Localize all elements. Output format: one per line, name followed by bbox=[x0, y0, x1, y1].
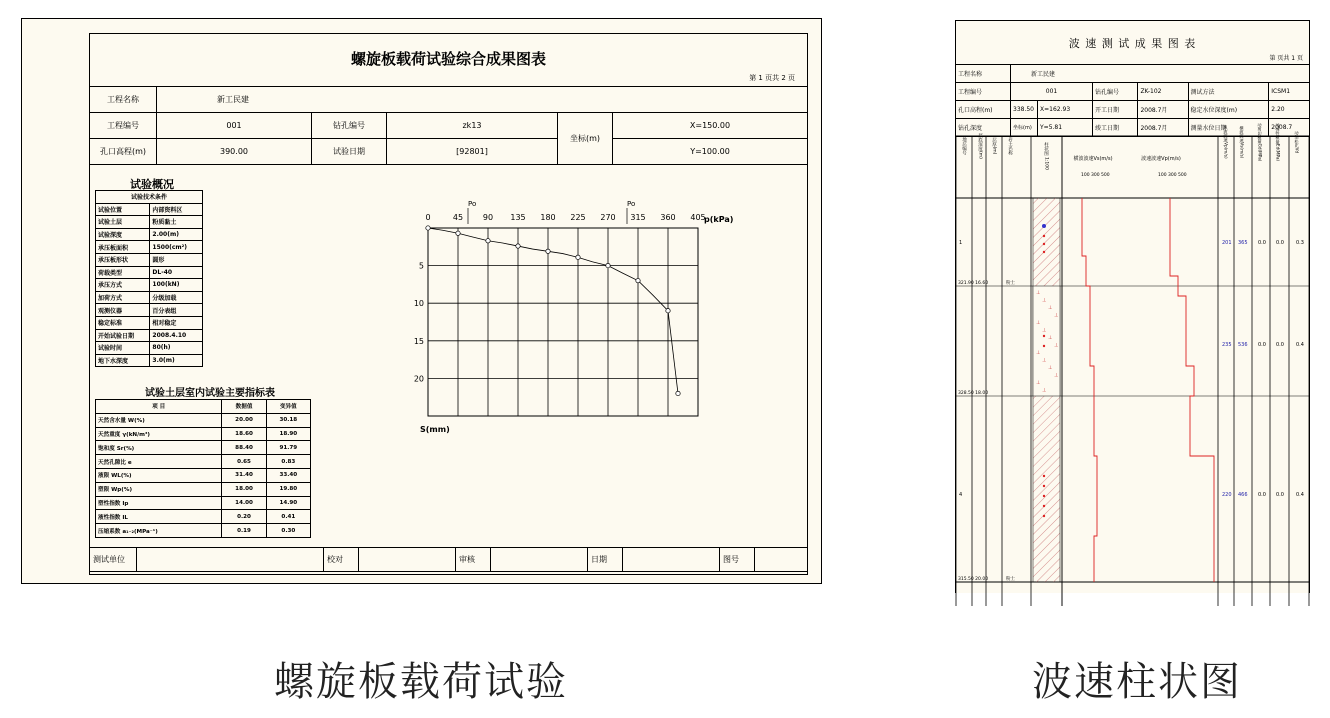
x-tick-label: 315 bbox=[630, 213, 646, 222]
rv-value-method: ICSM1 bbox=[1269, 83, 1310, 101]
sand-symbol: ⊥ bbox=[1048, 365, 1053, 371]
overview-row bbox=[96, 342, 203, 355]
page-info: 第 1 页共 2 页 bbox=[749, 74, 795, 82]
overview-row bbox=[96, 279, 203, 292]
lab-label: 天然重度 γ(kN/m³) bbox=[96, 427, 222, 441]
rv-label-bore: 钻孔编号 bbox=[1093, 83, 1138, 101]
lab-row bbox=[96, 413, 311, 427]
data-point bbox=[606, 263, 610, 267]
lab-value: 18.90 bbox=[266, 427, 310, 441]
data-point bbox=[486, 239, 490, 243]
arrow-mark bbox=[1043, 505, 1045, 507]
lab-value: 20.00 bbox=[222, 413, 266, 427]
lab-label: 塑性指数 Ip bbox=[96, 496, 222, 510]
overview-label: 试验时间 bbox=[96, 342, 150, 355]
vp-scale: 100 300 500 bbox=[1158, 173, 1187, 178]
overview-value: 80(h) bbox=[150, 342, 203, 355]
lab-row bbox=[96, 455, 311, 469]
overview-row bbox=[96, 266, 203, 279]
overview-value: 3.0(m) bbox=[150, 354, 203, 367]
layer-ed: 0.0 bbox=[1276, 492, 1284, 498]
wave-velocity-sheet bbox=[955, 20, 1310, 593]
overview-row bbox=[96, 253, 203, 266]
lab-label: 天然孔隙比 e bbox=[96, 455, 222, 469]
x-tick-label: 405 bbox=[690, 213, 706, 222]
sand-symbol: ⊥ bbox=[1048, 335, 1053, 341]
layer-vd: 0.4 bbox=[1296, 342, 1304, 348]
layer-gd: 0.0 bbox=[1258, 342, 1266, 348]
lab-label: 液限 WL(%) bbox=[96, 468, 222, 482]
rv-value-water-date: 2008.7 bbox=[1269, 119, 1310, 137]
footer-check: 校对 bbox=[324, 548, 359, 572]
lab-label: 天然含水量 W(%) bbox=[96, 413, 222, 427]
overview-row bbox=[96, 203, 203, 216]
lab-value: 14.00 bbox=[222, 496, 266, 510]
sand-symbol: ⊥ bbox=[1036, 290, 1041, 296]
lab-value: 0.19 bbox=[222, 524, 266, 538]
arrow-mark bbox=[1043, 475, 1045, 477]
lab-title: 试验土层室内试验主要指标表 bbox=[145, 388, 275, 399]
arrow-mark bbox=[1043, 235, 1045, 237]
water-level-mark bbox=[1042, 224, 1046, 228]
layer-vd: 0.4 bbox=[1296, 492, 1304, 498]
lab-label: 液性指数 IL bbox=[96, 510, 222, 524]
lab-value: 0.41 bbox=[266, 510, 310, 524]
y-tick-label: 15 bbox=[413, 336, 424, 346]
rv-value-x: X=162.93 bbox=[1038, 101, 1093, 119]
overview-row bbox=[96, 241, 203, 254]
overview-value: 粉质黏土 bbox=[150, 216, 203, 229]
p-s-chart bbox=[410, 184, 734, 434]
arrow-mark bbox=[1043, 515, 1045, 517]
overview-row bbox=[96, 216, 203, 229]
column-header: 岩土名称 bbox=[1007, 137, 1013, 155]
layer-vp: 536 bbox=[1238, 342, 1248, 348]
data-point bbox=[676, 391, 680, 395]
label-bore-no: 钻孔编号 bbox=[312, 113, 387, 139]
value-bore-no: zk13 bbox=[387, 113, 558, 139]
rv-value-elev: 338.50 bbox=[1011, 101, 1038, 119]
lab-row bbox=[96, 468, 311, 482]
lab-value: 0.30 bbox=[266, 524, 310, 538]
sand-symbol: ⊥ bbox=[1048, 305, 1053, 311]
lab-value: 33.40 bbox=[266, 468, 310, 482]
data-point bbox=[576, 255, 580, 259]
x-tick-label: 90 bbox=[482, 213, 494, 222]
overview-row bbox=[96, 354, 203, 367]
lab-value: 0.65 bbox=[222, 455, 266, 469]
column-header: 层厚(m) bbox=[991, 137, 997, 155]
sand-symbol: ⊥ bbox=[1042, 387, 1047, 394]
lab-label: 压缩系数 a₁₋₂(MPa⁻¹) bbox=[96, 524, 222, 538]
x-tick-label: 270 bbox=[600, 213, 616, 222]
lab-value: 0.20 bbox=[222, 510, 266, 524]
sand-symbol: ⊥ bbox=[1054, 372, 1059, 379]
lab-value: 19.80 bbox=[266, 482, 310, 496]
column-header: 波速波速Vp(m/s) bbox=[1141, 156, 1181, 162]
value-x: X=150.00 bbox=[613, 113, 808, 139]
column-header: 柱状图 1:100 bbox=[1043, 142, 1049, 170]
overview-value: 100(kN) bbox=[150, 279, 203, 292]
lab-value: 18.00 bbox=[222, 482, 266, 496]
column-header: 纵波波速Vp(m/s) bbox=[1223, 125, 1229, 159]
arrow-mark bbox=[1043, 251, 1045, 253]
value-project-no: 001 bbox=[157, 113, 312, 139]
footer-review: 审核 bbox=[456, 548, 491, 572]
po-marker: Po bbox=[468, 200, 477, 208]
column-header: 横波波速Vs(m/s) bbox=[1239, 125, 1245, 159]
arrow-mark bbox=[1043, 495, 1045, 497]
x-axis-label: p(kPa) bbox=[704, 215, 734, 224]
overview-label: 承压方式 bbox=[96, 279, 150, 292]
rv-label-project-no: 工程编号 bbox=[956, 83, 1011, 101]
lab-header: 变异值 bbox=[266, 400, 310, 414]
footer-unit: 测试单位 bbox=[90, 548, 137, 572]
overview-label: 试验位置 bbox=[96, 203, 150, 216]
rv-value-bore: ZK-102 bbox=[1138, 83, 1188, 101]
overview-table bbox=[95, 190, 203, 367]
sand-symbol: ⊥ bbox=[1036, 380, 1041, 386]
layer-vp: 466 bbox=[1238, 492, 1248, 498]
layer-depth: 321.90 16.60 bbox=[958, 281, 989, 286]
label-coord: 坐标(m) bbox=[558, 113, 613, 165]
overview-value: 分级加载 bbox=[150, 291, 203, 304]
lab-header: 项 目 bbox=[96, 400, 222, 414]
column-header: 地层编号 bbox=[961, 137, 967, 155]
rv-label-depth: 钻孔深度 bbox=[956, 119, 1011, 137]
rv-value-water: 2.20 bbox=[1269, 101, 1310, 119]
column-header: 层底深度(m) bbox=[977, 133, 983, 159]
lab-value: 0.83 bbox=[266, 455, 310, 469]
x-tick-label: 360 bbox=[660, 213, 676, 222]
rv-label-start: 开工日期 bbox=[1093, 101, 1138, 119]
arrow-mark bbox=[1043, 243, 1045, 245]
column-header: 横波波速Vs(m/s) bbox=[1073, 156, 1113, 162]
x-tick-label: 45 bbox=[452, 213, 464, 222]
vs-curve bbox=[1082, 198, 1097, 582]
data-point bbox=[456, 231, 460, 235]
rv-coord-label: 坐标(m) bbox=[1011, 119, 1038, 137]
layer-gd: 0.0 bbox=[1258, 492, 1266, 498]
arrow-mark bbox=[1043, 485, 1045, 487]
layer-gd: 0.0 bbox=[1258, 240, 1266, 246]
overview-value: 内部资料区 bbox=[150, 203, 203, 216]
label-project-no: 工程编号 bbox=[90, 113, 157, 139]
x-tick-label: 0 bbox=[425, 213, 431, 222]
overview-label: 试验深度 bbox=[96, 228, 150, 241]
rv-value-project-name: 新工民建 bbox=[1011, 65, 1310, 83]
sand-symbol: ⊥ bbox=[1042, 327, 1047, 334]
x-tick-label: 135 bbox=[510, 213, 526, 222]
x-tick-label: 180 bbox=[540, 213, 556, 222]
lab-row bbox=[96, 510, 311, 524]
footer-date: 日期 bbox=[588, 548, 623, 572]
layer-id: 4 bbox=[959, 492, 963, 498]
data-point bbox=[546, 249, 550, 253]
rv-value-project-no: 001 bbox=[1011, 83, 1093, 101]
overview-value: 2008.4.10 bbox=[150, 329, 203, 342]
lab-label: 塑限 Wp(%) bbox=[96, 482, 222, 496]
vp-curve bbox=[1170, 198, 1214, 582]
rv-value-end: 2008.7月 bbox=[1138, 119, 1188, 137]
y-tick-label: 10 bbox=[413, 299, 424, 309]
plot-frame bbox=[428, 228, 698, 416]
overview-label: 承压板形状 bbox=[96, 253, 150, 266]
layer-vs: 220 bbox=[1222, 492, 1232, 498]
lab-label: 饱和度 Sr(%) bbox=[96, 441, 222, 455]
label-hole-elev: 孔口高程(m) bbox=[90, 139, 157, 165]
lab-value: 91.79 bbox=[266, 441, 310, 455]
value-hole-elev: 390.00 bbox=[157, 139, 312, 165]
form-frame bbox=[89, 33, 808, 575]
overview-label: 承压板面积 bbox=[96, 241, 150, 254]
overview-value: 相对稳定 bbox=[150, 316, 203, 329]
arrow-mark bbox=[1043, 335, 1045, 337]
rv-label-water: 稳定水位深度(m) bbox=[1188, 101, 1269, 119]
lab-value: 88.40 bbox=[222, 441, 266, 455]
sheet-title: 螺旋板载荷试验综合成果图表 bbox=[350, 50, 546, 68]
data-point bbox=[666, 309, 670, 313]
sand-symbol: ⊥ bbox=[1054, 342, 1059, 349]
layer-depth: 315.50 20.00 bbox=[958, 577, 989, 582]
data-point bbox=[426, 226, 430, 230]
overview-row bbox=[96, 329, 203, 342]
lab-row bbox=[96, 441, 311, 455]
overview-row bbox=[96, 228, 203, 241]
lab-row bbox=[96, 482, 311, 496]
vs-scale: 100 300 500 bbox=[1081, 173, 1110, 178]
layer-name: 粉土 bbox=[1006, 281, 1015, 286]
load-test-sheet bbox=[21, 18, 822, 584]
overview-value: 百分表组 bbox=[150, 304, 203, 317]
y-tick-label: 20 bbox=[413, 374, 424, 384]
sand-symbol: ⊥ bbox=[1036, 320, 1041, 326]
x-tick-label: 225 bbox=[570, 213, 586, 222]
signature-footer bbox=[89, 547, 808, 572]
lab-value: 18.60 bbox=[222, 427, 266, 441]
lab-row bbox=[96, 496, 311, 510]
overview-label: 荷载类型 bbox=[96, 266, 150, 279]
lab-value: 14.90 bbox=[266, 496, 310, 510]
overview-row bbox=[96, 291, 203, 304]
overview-value: 1500(cm²) bbox=[150, 241, 203, 254]
series-line bbox=[428, 228, 678, 393]
overview-row bbox=[96, 316, 203, 329]
rv-title: 波 速 测 试 成 果 图 表 bbox=[1068, 37, 1197, 50]
lab-value: 31.40 bbox=[222, 468, 266, 482]
column-header: 动剪切模量Gd(MPa) bbox=[1257, 122, 1263, 162]
layer-vp: 365 bbox=[1238, 240, 1248, 246]
layer-vd: 0.3 bbox=[1296, 240, 1304, 246]
overview-label: 试验土层 bbox=[96, 216, 150, 229]
layer-id: 1 bbox=[959, 240, 963, 246]
caption-right: 波速柱状图 bbox=[1032, 659, 1242, 705]
lab-row bbox=[96, 427, 311, 441]
column-header: 动泊松比Vd bbox=[1294, 130, 1300, 154]
overview-label: 加荷方式 bbox=[96, 291, 150, 304]
po-marker: Po bbox=[627, 200, 636, 208]
sand-symbol: ⊥ bbox=[1042, 297, 1047, 304]
data-point bbox=[636, 278, 640, 282]
lab-row bbox=[96, 524, 311, 538]
overview-title: 试验概况 bbox=[130, 178, 174, 191]
info-table bbox=[89, 86, 808, 165]
rv-label-end: 竣工日期 bbox=[1093, 119, 1138, 137]
overview-header: 试验技术条件 bbox=[96, 191, 203, 204]
rv-label-elev: 孔口高程(m) bbox=[956, 101, 1011, 119]
label-test-date: 试验日期 bbox=[312, 139, 387, 165]
rv-page-info: 第 页共 1 页 bbox=[1269, 55, 1303, 62]
arrow-mark bbox=[1043, 345, 1045, 347]
layer-name: 粉土 bbox=[1006, 577, 1015, 582]
overview-value: 2.00(m) bbox=[150, 228, 203, 241]
sand-symbol: ⊥ bbox=[1042, 357, 1047, 364]
overview-label: 观测仪器 bbox=[96, 304, 150, 317]
y-tick-label: 5 bbox=[418, 261, 424, 271]
rv-label-method: 测试方法 bbox=[1188, 83, 1269, 101]
layer-ed: 0.0 bbox=[1276, 240, 1284, 246]
rv-label-water-date: 测量水位日期 bbox=[1188, 119, 1269, 137]
overview-value: DL-40 bbox=[150, 266, 203, 279]
lab-header: 数据值 bbox=[222, 400, 266, 414]
layer-depth: 328.50 18.00 bbox=[958, 391, 989, 396]
y-axis-label: S(mm) bbox=[420, 425, 450, 434]
caption-left: 螺旋板载荷试验 bbox=[274, 659, 568, 705]
sand-symbol: ⊥ bbox=[1054, 312, 1059, 319]
rv-label-project-name: 工程名称 bbox=[956, 65, 1011, 83]
data-point bbox=[516, 244, 520, 248]
lab-table bbox=[95, 399, 311, 538]
footer-drawing: 图号 bbox=[720, 548, 755, 572]
column-header: 动弹性模量Ed(MPa) bbox=[1275, 122, 1281, 162]
value-project-name: 新工民建 bbox=[157, 87, 808, 113]
overview-label: 开始试验日期 bbox=[96, 329, 150, 342]
rv-value-y: Y=5.81 bbox=[1038, 119, 1093, 137]
rv-value-start: 2008.7月 bbox=[1138, 101, 1188, 119]
layer-ed: 0.0 bbox=[1276, 342, 1284, 348]
layer-vs: 235 bbox=[1222, 342, 1232, 348]
overview-label: 稳定标准 bbox=[96, 316, 150, 329]
label-project-name: 工程名称 bbox=[90, 87, 157, 113]
layer-vs: 201 bbox=[1222, 240, 1232, 246]
overview-label: 地下水深度 bbox=[96, 354, 150, 367]
value-y: Y=100.00 bbox=[613, 139, 808, 165]
value-test-date: [92801] bbox=[387, 139, 558, 165]
overview-value: 圆形 bbox=[150, 253, 203, 266]
lab-value: 30.18 bbox=[266, 413, 310, 427]
overview-row bbox=[96, 304, 203, 317]
sand-symbol: ⊥ bbox=[1036, 350, 1041, 356]
